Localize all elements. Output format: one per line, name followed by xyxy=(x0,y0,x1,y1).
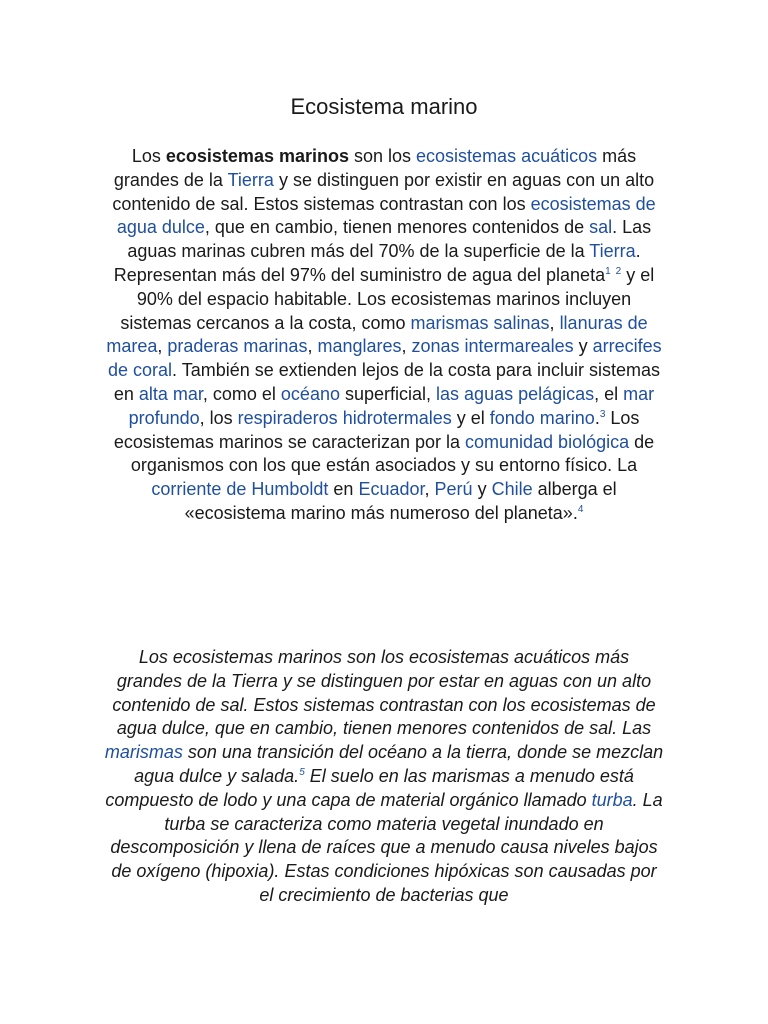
link-alta-mar[interactable]: alta mar xyxy=(138,383,203,404)
link-chile[interactable]: Chile xyxy=(491,479,533,500)
body-text: Los xyxy=(131,146,166,166)
body-text: de organismos con los que están asociados y su entorno físico. La xyxy=(130,431,655,476)
link-manglares[interactable]: manglares xyxy=(317,336,402,357)
link-fondo-marino[interactable]: fondo marino xyxy=(489,407,595,428)
body-text: y xyxy=(472,479,492,500)
reference-2[interactable]: 2 xyxy=(615,265,622,277)
link-ecosistemas-de-agua-dulce[interactable]: ecosistemas de agua dulce xyxy=(116,193,656,238)
body-text: alberga el «ecosistema marino más numeroso del planeta». xyxy=(184,479,617,523)
body-text: en xyxy=(328,479,359,500)
body-text: son los xyxy=(348,146,417,166)
link-mar-profundo[interactable]: mar profundo xyxy=(128,383,655,428)
body-text: , los xyxy=(199,407,238,428)
body-text: , el xyxy=(594,383,624,404)
body-text: El suelo en las marismas a menudo está compuesto de lodo y una capa de material orgánico llamado xyxy=(105,765,634,810)
reference-5[interactable]: 5 xyxy=(299,766,305,778)
marshes-paragraph xyxy=(104,646,664,908)
body-text: Los ecosistemas marinos son los ecosistemas acuáticos más grandes de la Tierra y se distinguen por estar en aguas con un alto contenido de sal. Estos sistemas contrastan con los ecosistemas de agua dulce, que en cambio, tienen menores contenidos de sal. Las xyxy=(112,647,656,739)
reference-4[interactable]: 4 xyxy=(577,503,584,515)
body-text: , xyxy=(401,336,412,357)
body-text: más grandes de la xyxy=(113,146,637,190)
link-las-aguas-pelagicas[interactable]: las aguas pelágicas xyxy=(436,383,595,404)
body-text: . Las aguas marinas cubren más del 70% de la superficie de la xyxy=(127,217,652,262)
body-text: , que en cambio, tienen menores contenidos de xyxy=(204,217,590,238)
page-title: Ecosistema marino xyxy=(290,94,478,119)
link-arrecifes-de-coral[interactable]: arrecifes de coral xyxy=(108,336,662,381)
reference-3[interactable]: 3 xyxy=(599,408,606,420)
body-text: Los ecosistemas marinos se caracterizan por la xyxy=(113,407,640,452)
link-marismas[interactable]: marismas xyxy=(104,742,183,763)
body-text: . xyxy=(594,407,600,428)
link-praderas-marinas[interactable]: praderas marinas xyxy=(167,336,308,357)
bold-term: ecosistemas marinos xyxy=(165,146,349,166)
link-zonas-intermareales[interactable]: zonas intermareales xyxy=(411,336,574,357)
link-llanuras-de-marea[interactable]: llanuras de marea xyxy=(106,312,648,357)
link-respiraderos-hidrotermales[interactable]: respiraderos hidrotermales xyxy=(237,407,452,428)
link-comunidad-biologica[interactable]: comunidad biológica xyxy=(465,431,630,452)
body-text: y xyxy=(573,336,593,357)
link-turba[interactable]: turba xyxy=(591,789,633,810)
link-tierra[interactable]: Tierra xyxy=(227,169,274,190)
link-marismas-salinas[interactable]: marismas salinas xyxy=(410,312,550,333)
link-ecosistemas-acuaticos[interactable]: ecosistemas acuáticos xyxy=(416,146,598,166)
body-text: . También se extienden lejos de la costa para incluir sistemas en xyxy=(113,360,660,404)
body-text: , como el xyxy=(202,383,281,404)
link-ecuador[interactable]: Ecuador xyxy=(358,479,425,500)
body-text: , xyxy=(307,336,318,357)
link-oceano[interactable]: océano xyxy=(280,383,340,404)
body-text: , xyxy=(424,479,435,500)
reference-1[interactable]: 1 xyxy=(605,265,611,277)
body-text: , xyxy=(549,312,560,333)
link-peru[interactable]: Perú xyxy=(434,479,473,500)
body-text: y el xyxy=(451,407,490,428)
body-text: . La turba se caracteriza como materia vegetal inundado en descomposición y llena de raíces que a menudo causa niveles bajos de oxígeno (hipoxia). Estas condiciones hipóxicas son causadas por el crecimiento de bacterias que xyxy=(110,789,663,905)
body-text: son una transición del océano a la tierra, donde se mezclan agua dulce y salada. xyxy=(134,742,664,786)
body-text: , xyxy=(157,336,168,357)
link-sal[interactable]: sal xyxy=(589,217,613,238)
link-corriente-de-humboldt[interactable]: corriente de Humboldt xyxy=(151,479,329,500)
body-text: y el 90% del espacio habitable. Los ecosistemas marinos incluyen sistemas cercanos a la costa, como xyxy=(120,264,655,333)
body-text: y se distinguen por existir en aguas con un alto contenido de sal. Estos sistemas contrastan con los xyxy=(112,169,655,214)
link-tierra[interactable]: Tierra xyxy=(589,241,636,262)
intro-paragraph xyxy=(104,145,664,526)
body-text: . Representan más del 97% del suministro de agua del planeta xyxy=(113,241,641,285)
body-text: superficial, xyxy=(339,383,437,404)
